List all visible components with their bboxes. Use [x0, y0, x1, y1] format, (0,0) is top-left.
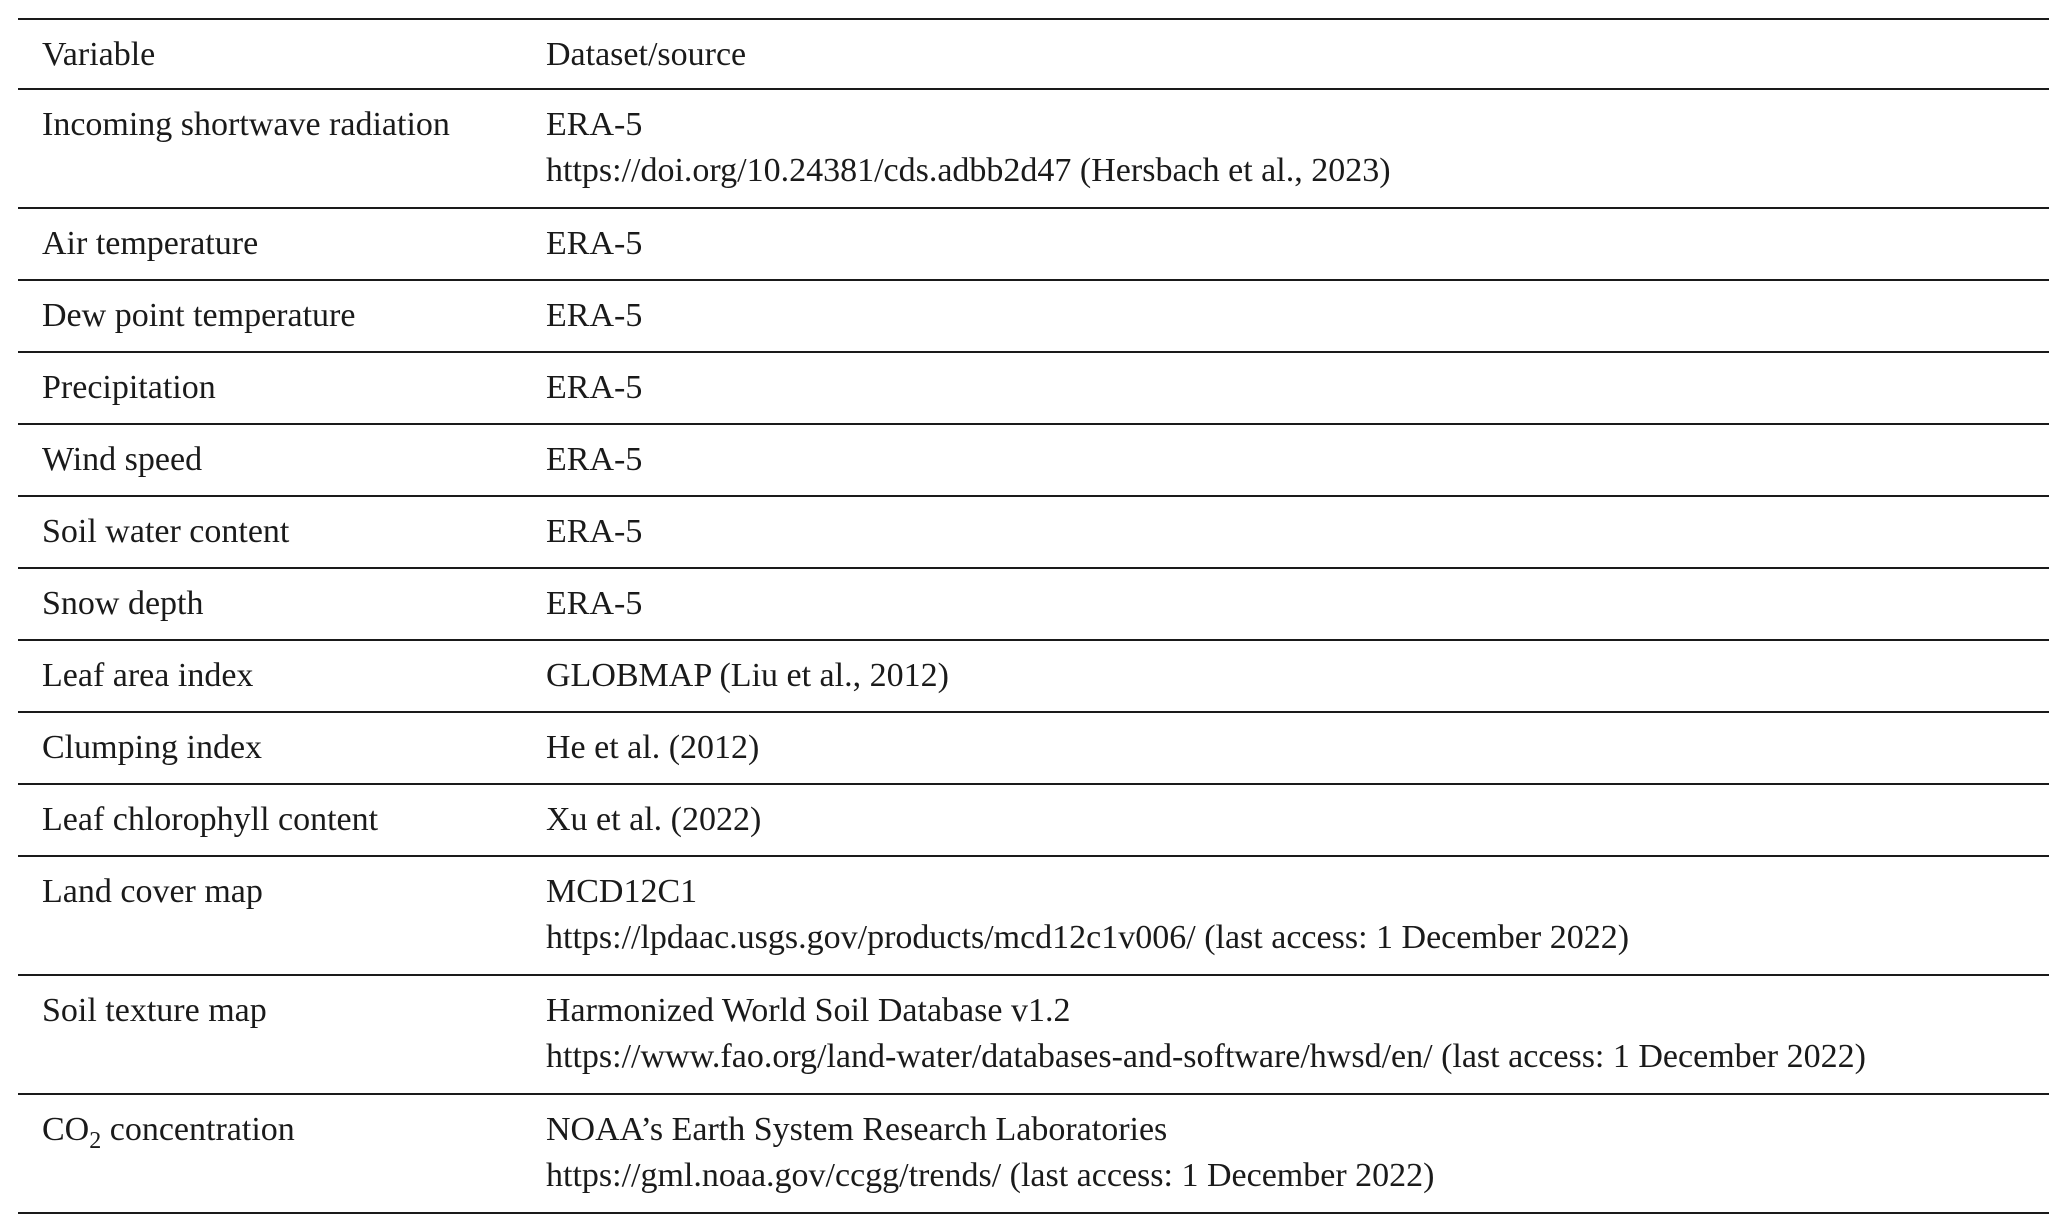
cell-variable: Land cover map [18, 856, 522, 975]
cell-variable: Air temperature [18, 208, 522, 280]
cell-source: ERA-5 [522, 568, 2049, 640]
source-url: https://doi.org/10.24381/cds.adbb2d47 (Hersbach et al., 2023) [546, 152, 1391, 189]
cell-variable: Wind speed [18, 424, 522, 496]
cell-source: Xu et al. (2022) [522, 784, 2049, 856]
table-row [18, 496, 2049, 568]
table-row [18, 424, 2049, 496]
cell-source: GLOBMAP (Liu et al., 2012) [522, 640, 2049, 712]
table-row [18, 1094, 2049, 1213]
cell-source: ERA-5 [522, 208, 2049, 280]
table-row [18, 280, 2049, 352]
cell-variable: Incoming shortwave radiation [18, 89, 522, 208]
source-line: MCD12C1 [546, 873, 698, 910]
table-header-row [18, 19, 2049, 89]
table-row [18, 975, 2049, 1094]
cell-variable: Soil texture map [18, 975, 522, 1094]
table-row [18, 568, 2049, 640]
cell-source: ERA-5 [522, 352, 2049, 424]
variable-prefix: CO [42, 1111, 90, 1148]
data-sources-table [18, 18, 2049, 1214]
cell-variable: Precipitation [18, 352, 522, 424]
cell-source: He et al. (2012) [522, 712, 2049, 784]
source-line: Harmonized World Soil Database v1.2 [546, 992, 1071, 1029]
variable-suffix: concentration [101, 1111, 295, 1148]
source-line: ERA-5 [546, 106, 643, 143]
source-url: https://gml.noaa.gov/ccgg/trends/ (last access: 1 December 2022) [546, 1157, 1435, 1194]
cell-variable: Dew point temperature [18, 280, 522, 352]
header-variable: Variable [18, 19, 522, 89]
cell-variable [18, 1094, 522, 1213]
cell-variable: Leaf area index [18, 640, 522, 712]
table-row [18, 640, 2049, 712]
variable-subscript: 2 [89, 1128, 102, 1154]
cell-source [522, 856, 2049, 975]
table-row [18, 208, 2049, 280]
cell-variable: Clumping index [18, 712, 522, 784]
source-url: https://lpdaac.usgs.gov/products/mcd12c1v006/ (last access: 1 December 2022) [546, 919, 1630, 956]
cell-source: ERA-5 [522, 496, 2049, 568]
cell-source [522, 975, 2049, 1094]
table-row [18, 856, 2049, 975]
cell-source: ERA-5 [522, 424, 2049, 496]
cell-source: ERA-5 [522, 280, 2049, 352]
table-row [18, 712, 2049, 784]
cell-source [522, 89, 2049, 208]
cell-variable: Leaf chlorophyll content [18, 784, 522, 856]
table-row [18, 89, 2049, 208]
source-line: NOAA’s Earth System Research Laboratories [546, 1111, 1168, 1148]
cell-variable: Soil water content [18, 496, 522, 568]
header-dataset-source: Dataset/source [522, 19, 2049, 89]
cell-source [522, 1094, 2049, 1213]
table-row [18, 784, 2049, 856]
source-url: https://www.fao.org/land-water/databases-and-software/hwsd/en/ (last access: 1 December 2022) [546, 1038, 1866, 1075]
data-sources-table-container [18, 18, 2049, 1214]
cell-variable: Snow depth [18, 568, 522, 640]
table-row [18, 352, 2049, 424]
